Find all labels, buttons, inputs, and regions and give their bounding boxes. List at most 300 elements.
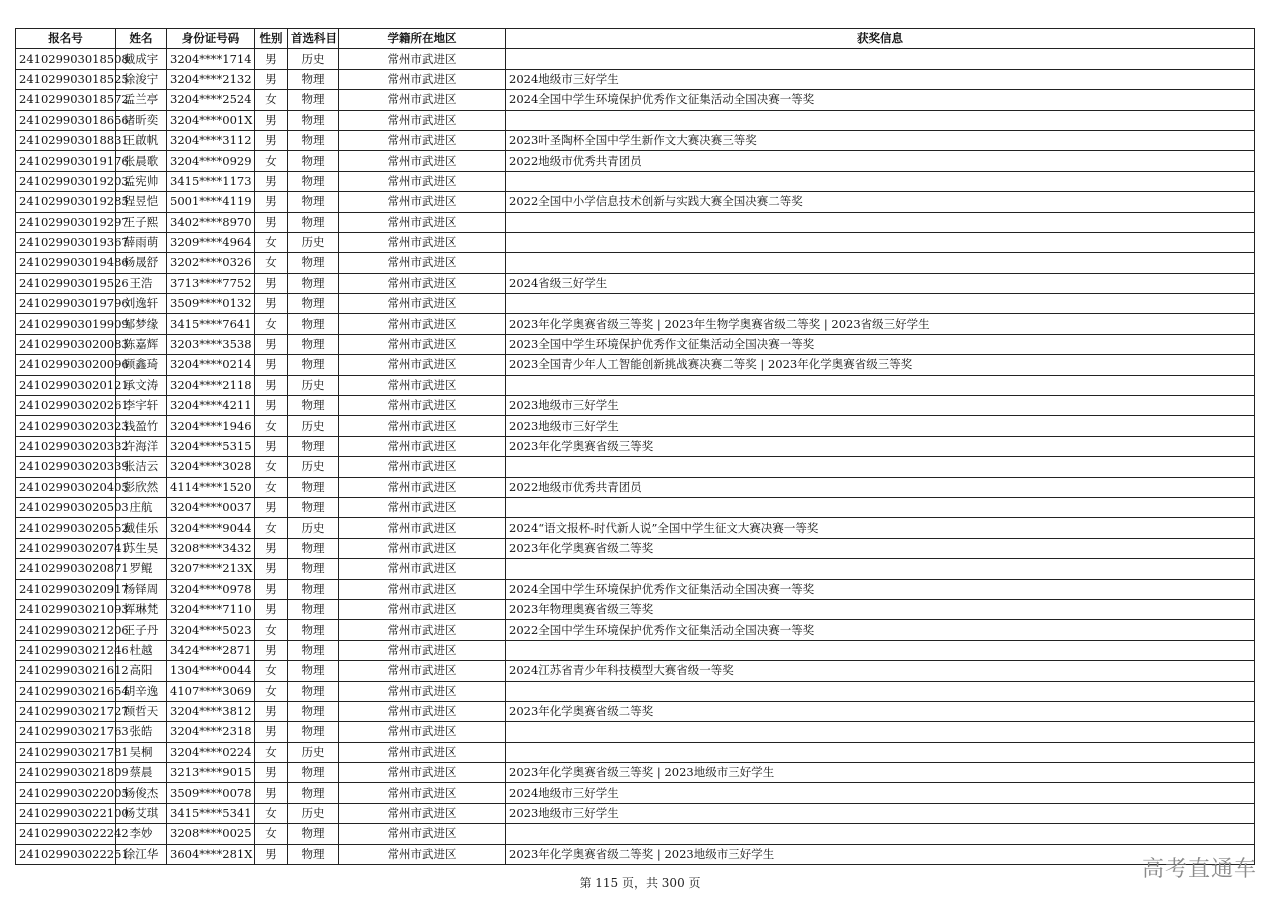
cell-awards	[506, 742, 1255, 762]
cell-id-number: 4114****1520	[167, 477, 255, 497]
cell-name: 薛雨萌	[116, 232, 167, 252]
cell-registration-no: 241029903022005	[16, 783, 116, 803]
cell-name: 杨铎周	[116, 579, 167, 599]
cell-name: 徐江华	[116, 844, 167, 864]
cell-name: 许海洋	[116, 436, 167, 456]
cell-region: 常州市武进区	[339, 314, 506, 334]
cell-name: 高阳	[116, 661, 167, 681]
table-row	[16, 375, 1255, 395]
cell-registration-no: 241029903021809	[16, 763, 116, 783]
cell-awards: 2023叶圣陶杯全国中学生新作文大赛决赛三等奖	[506, 130, 1255, 150]
cell-region: 常州市武进区	[339, 824, 506, 844]
table-row	[16, 701, 1255, 721]
cell-registration-no: 241029903019203	[16, 171, 116, 191]
cell-name: 庄航	[116, 497, 167, 517]
cell-awards	[506, 681, 1255, 701]
cell-awards	[506, 110, 1255, 130]
cell-subject: 物理	[288, 69, 339, 89]
cell-awards: 2023地级市三好学生	[506, 803, 1255, 823]
cell-awards	[506, 497, 1255, 517]
cell-gender: 女	[255, 518, 288, 538]
cell-registration-no: 241029903021093	[16, 599, 116, 619]
cell-subject: 物理	[288, 294, 339, 314]
cell-gender: 男	[255, 763, 288, 783]
cell-region: 常州市武进区	[339, 396, 506, 416]
table-row	[16, 253, 1255, 273]
cell-subject: 物理	[288, 171, 339, 191]
cell-registration-no: 241029903018656	[16, 110, 116, 130]
cell-registration-no: 241029903020741	[16, 538, 116, 558]
cell-awards: 2023年化学奥赛省级二等奖	[506, 701, 1255, 721]
cell-awards: 2024地级市三好学生	[506, 783, 1255, 803]
table-row	[16, 232, 1255, 252]
cell-awards: 2024江苏省青少年科技模型大赛省级一等奖	[506, 661, 1255, 681]
cell-subject: 物理	[288, 559, 339, 579]
cell-awards	[506, 253, 1255, 273]
cell-id-number: 3204****0214	[167, 355, 255, 375]
cell-subject: 物理	[288, 253, 339, 273]
table-row	[16, 824, 1255, 844]
cell-subject: 历史	[288, 803, 339, 823]
cell-name: 孟兰亭	[116, 90, 167, 110]
cell-region: 常州市武进区	[339, 579, 506, 599]
cell-registration-no: 241029903021654	[16, 681, 116, 701]
cell-name: 杨艾琪	[116, 803, 167, 823]
cell-registration-no: 241029903019297	[16, 212, 116, 232]
cell-registration-no: 241029903019909	[16, 314, 116, 334]
cell-gender: 女	[255, 824, 288, 844]
cell-awards	[506, 824, 1255, 844]
table-row	[16, 355, 1255, 375]
cell-subject: 历史	[288, 49, 339, 69]
cell-registration-no: 241029903019367	[16, 232, 116, 252]
cell-gender: 女	[255, 457, 288, 477]
cell-name: 张皓	[116, 722, 167, 742]
cell-region: 常州市武进区	[339, 436, 506, 456]
cell-id-number: 3204****3028	[167, 457, 255, 477]
cell-id-number: 3207****213X	[167, 559, 255, 579]
cell-name: 承文涛	[116, 375, 167, 395]
table-row	[16, 192, 1255, 212]
table-row	[16, 640, 1255, 660]
cell-gender: 女	[255, 90, 288, 110]
cell-gender: 女	[255, 620, 288, 640]
cell-id-number: 3202****0326	[167, 253, 255, 273]
cell-subject: 物理	[288, 497, 339, 517]
cell-subject: 历史	[288, 457, 339, 477]
cell-awards	[506, 232, 1255, 252]
cell-name: 邹梦缘	[116, 314, 167, 334]
cell-gender: 男	[255, 436, 288, 456]
cell-registration-no: 241029903020503	[16, 497, 116, 517]
cell-subject: 物理	[288, 334, 339, 354]
cell-awards	[506, 375, 1255, 395]
cell-gender: 男	[255, 722, 288, 742]
cell-gender: 男	[255, 69, 288, 89]
cell-region: 常州市武进区	[339, 701, 506, 721]
cell-registration-no: 241029903021727	[16, 701, 116, 721]
cell-id-number: 3509****0132	[167, 294, 255, 314]
cell-id-number: 3204****4211	[167, 396, 255, 416]
cell-gender: 男	[255, 334, 288, 354]
cell-subject: 历史	[288, 232, 339, 252]
cell-subject: 物理	[288, 538, 339, 558]
cell-region: 常州市武进区	[339, 355, 506, 375]
table-row	[16, 722, 1255, 742]
table-row	[16, 334, 1255, 354]
cell-awards	[506, 457, 1255, 477]
cell-registration-no: 241029903020552	[16, 518, 116, 538]
header-id-number: 身份证号码	[167, 29, 255, 49]
cell-awards: 2024地级市三好学生	[506, 69, 1255, 89]
cell-id-number: 3204****1946	[167, 416, 255, 436]
cell-region: 常州市武进区	[339, 681, 506, 701]
cell-region: 常州市武进区	[339, 212, 506, 232]
cell-region: 常州市武进区	[339, 497, 506, 517]
header-row	[16, 29, 1255, 49]
table-row	[16, 212, 1255, 232]
cell-id-number: 3415****5341	[167, 803, 255, 823]
cell-name: 徐浚宁	[116, 69, 167, 89]
cell-awards: 2023年化学奥赛省级二等奖	[506, 538, 1255, 558]
cell-awards	[506, 559, 1255, 579]
cell-id-number: 3204****3812	[167, 701, 255, 721]
table-row	[16, 314, 1255, 334]
cell-region: 常州市武进区	[339, 334, 506, 354]
cell-region: 常州市武进区	[339, 375, 506, 395]
admissions-table	[15, 28, 1255, 865]
cell-registration-no: 241029903020261	[16, 396, 116, 416]
cell-id-number: 3713****7752	[167, 273, 255, 293]
cell-name: 陈嘉辉	[116, 334, 167, 354]
cell-name: 刘逸轩	[116, 294, 167, 314]
cell-region: 常州市武进区	[339, 49, 506, 69]
cell-name: 程昱恺	[116, 192, 167, 212]
cell-gender: 男	[255, 599, 288, 619]
cell-awards: 2022全国中学生环境保护优秀作文征集活动全国决赛一等奖	[506, 620, 1255, 640]
cell-subject: 历史	[288, 375, 339, 395]
table-row	[16, 396, 1255, 416]
table-row	[16, 90, 1255, 110]
cell-id-number: 4107****3069	[167, 681, 255, 701]
cell-region: 常州市武进区	[339, 90, 506, 110]
cell-region: 常州市武进区	[339, 559, 506, 579]
cell-id-number: 3415****7641	[167, 314, 255, 334]
cell-registration-no: 241029903018508	[16, 49, 116, 69]
cell-gender: 男	[255, 355, 288, 375]
cell-name: 诸昕奕	[116, 110, 167, 130]
cell-id-number: 3204****7110	[167, 599, 255, 619]
cell-gender: 女	[255, 416, 288, 436]
cell-gender: 男	[255, 497, 288, 517]
cell-name: 苏生昊	[116, 538, 167, 558]
cell-awards	[506, 722, 1255, 742]
table-row	[16, 681, 1255, 701]
cell-awards: 2023地级市三好学生	[506, 416, 1255, 436]
cell-subject: 物理	[288, 212, 339, 232]
cell-name: 钱盈竹	[116, 416, 167, 436]
cell-id-number: 3204****0978	[167, 579, 255, 599]
cell-name: 李妙	[116, 824, 167, 844]
cell-registration-no: 241029903018572	[16, 90, 116, 110]
cell-registration-no: 241029903020339	[16, 457, 116, 477]
table-row	[16, 151, 1255, 171]
cell-subject: 历史	[288, 416, 339, 436]
cell-id-number: 3402****8970	[167, 212, 255, 232]
cell-id-number: 3209****4964	[167, 232, 255, 252]
cell-name: 戴成宇	[116, 49, 167, 69]
cell-awards: 2023年化学奥赛省级三等奖 | 2023地级市三好学生	[506, 763, 1255, 783]
cell-name: 李宇轩	[116, 396, 167, 416]
cell-id-number: 3509****0078	[167, 783, 255, 803]
table-row	[16, 620, 1255, 640]
cell-awards: 2022地级市优秀共青团员	[506, 151, 1255, 171]
cell-id-number: 3204****1714	[167, 49, 255, 69]
cell-region: 常州市武进区	[339, 232, 506, 252]
cell-subject: 物理	[288, 192, 339, 212]
cell-gender: 男	[255, 396, 288, 416]
cell-gender: 女	[255, 314, 288, 334]
cell-registration-no: 241029903020405	[16, 477, 116, 497]
page-number: 第 115 页，共 300 页	[579, 876, 701, 890]
cell-region: 常州市武进区	[339, 844, 506, 864]
cell-awards	[506, 49, 1255, 69]
cell-id-number: 3204****2132	[167, 69, 255, 89]
table-row	[16, 559, 1255, 579]
cell-awards	[506, 640, 1255, 660]
cell-awards	[506, 171, 1255, 191]
cell-awards: 2022全国中小学信息技术创新与实践大赛全国决赛二等奖	[506, 192, 1255, 212]
cell-name: 孟宪帅	[116, 171, 167, 191]
cell-subject: 历史	[288, 742, 339, 762]
cell-gender: 男	[255, 192, 288, 212]
cell-subject: 物理	[288, 314, 339, 334]
cell-subject: 物理	[288, 273, 339, 293]
cell-region: 常州市武进区	[339, 151, 506, 171]
cell-subject: 物理	[288, 130, 339, 150]
cell-registration-no: 241029903021246	[16, 640, 116, 660]
table-row	[16, 803, 1255, 823]
cell-subject: 物理	[288, 355, 339, 375]
cell-subject: 物理	[288, 110, 339, 130]
table-row	[16, 436, 1255, 456]
cell-registration-no: 241029903019486	[16, 253, 116, 273]
cell-registration-no: 241029903021612	[16, 661, 116, 681]
cell-id-number: 3203****3538	[167, 334, 255, 354]
cell-awards: 2023地级市三好学生	[506, 396, 1255, 416]
cell-registration-no: 241029903019285	[16, 192, 116, 212]
cell-gender: 男	[255, 294, 288, 314]
cell-region: 常州市武进区	[339, 130, 506, 150]
table-row	[16, 69, 1255, 89]
cell-gender: 男	[255, 212, 288, 232]
cell-region: 常州市武进区	[339, 803, 506, 823]
cell-registration-no: 241029903020871	[16, 559, 116, 579]
cell-subject: 物理	[288, 90, 339, 110]
cell-region: 常州市武进区	[339, 253, 506, 273]
table-row	[16, 538, 1255, 558]
cell-gender: 男	[255, 273, 288, 293]
cell-name: 王浩	[116, 273, 167, 293]
cell-registration-no: 241029903018831	[16, 130, 116, 150]
table-row	[16, 497, 1255, 517]
cell-id-number: 3204****0037	[167, 497, 255, 517]
cell-id-number: 3204****0224	[167, 742, 255, 762]
cell-registration-no: 241029903020096	[16, 355, 116, 375]
cell-region: 常州市武进区	[339, 722, 506, 742]
cell-id-number: 3424****2871	[167, 640, 255, 660]
table-row	[16, 477, 1255, 497]
cell-name: 杜越	[116, 640, 167, 660]
cell-registration-no: 241029903019796	[16, 294, 116, 314]
cell-region: 常州市武进区	[339, 192, 506, 212]
cell-id-number: 3204****2524	[167, 90, 255, 110]
cell-id-number: 3208****3432	[167, 538, 255, 558]
cell-region: 常州市武进区	[339, 742, 506, 762]
cell-subject: 物理	[288, 844, 339, 864]
cell-region: 常州市武进区	[339, 538, 506, 558]
cell-name: 蔡晨	[116, 763, 167, 783]
cell-subject: 物理	[288, 824, 339, 844]
cell-region: 常州市武进区	[339, 477, 506, 497]
cell-awards: 2023全国中学生环境保护优秀作文征集活动全国决赛一等奖	[506, 334, 1255, 354]
cell-gender: 女	[255, 232, 288, 252]
cell-awards	[506, 212, 1255, 232]
cell-awards: 2024省级三好学生	[506, 273, 1255, 293]
cell-name: 杨俊杰	[116, 783, 167, 803]
table-row	[16, 742, 1255, 762]
cell-region: 常州市武进区	[339, 599, 506, 619]
cell-gender: 男	[255, 130, 288, 150]
header-subject: 首选科目	[288, 29, 339, 49]
cell-registration-no: 241029903020917	[16, 579, 116, 599]
cell-gender: 女	[255, 253, 288, 273]
cell-id-number: 3204****0929	[167, 151, 255, 171]
cell-awards: 2023年物理奥赛省级三等奖	[506, 599, 1255, 619]
cell-id-number: 5001****4119	[167, 192, 255, 212]
cell-subject: 物理	[288, 579, 339, 599]
cell-registration-no: 241029903020323	[16, 416, 116, 436]
cell-registration-no: 241029903018525	[16, 69, 116, 89]
cell-awards: 2022地级市优秀共青团员	[506, 477, 1255, 497]
cell-name: 恽琳梵	[116, 599, 167, 619]
cell-subject: 物理	[288, 436, 339, 456]
cell-awards: 2023年化学奥赛省级三等奖 | 2023年生物学奥赛省级二等奖 | 2023省级三好学生	[506, 314, 1255, 334]
header-name: 姓名	[116, 29, 167, 49]
cell-subject: 历史	[288, 518, 339, 538]
cell-name: 罗鲲	[116, 559, 167, 579]
cell-gender: 女	[255, 151, 288, 171]
cell-awards: 2023全国青少年人工智能创新挑战赛决赛二等奖 | 2023年化学奥赛省级三等奖	[506, 355, 1255, 375]
cell-region: 常州市武进区	[339, 640, 506, 660]
cell-name: 杨晟舒	[116, 253, 167, 273]
cell-name: 张晨歌	[116, 151, 167, 171]
cell-awards: 2024“语文报杯-时代新人说”全国中学生征文大赛决赛一等奖	[506, 518, 1255, 538]
table-row	[16, 457, 1255, 477]
cell-gender: 男	[255, 171, 288, 191]
table-row	[16, 110, 1255, 130]
cell-gender: 男	[255, 844, 288, 864]
header-region: 学籍所在地区	[339, 29, 506, 49]
cell-registration-no: 241029903019176	[16, 151, 116, 171]
cell-region: 常州市武进区	[339, 763, 506, 783]
cell-id-number: 3204****3112	[167, 130, 255, 150]
cell-subject: 物理	[288, 620, 339, 640]
cell-region: 常州市武进区	[339, 69, 506, 89]
cell-registration-no: 241029903020121	[16, 375, 116, 395]
cell-awards: 2023年化学奥赛省级三等奖	[506, 436, 1255, 456]
table-row	[16, 273, 1255, 293]
cell-registration-no: 241029903021781	[16, 742, 116, 762]
cell-gender: 男	[255, 375, 288, 395]
watermark-logo-text: 高考直通车	[1142, 857, 1258, 882]
cell-id-number: 3208****0025	[167, 824, 255, 844]
cell-id-number: 1304****0044	[167, 661, 255, 681]
cell-subject: 物理	[288, 396, 339, 416]
table-row	[16, 130, 1255, 150]
cell-region: 常州市武进区	[339, 294, 506, 314]
cell-gender: 男	[255, 559, 288, 579]
cell-name: 王子丹	[116, 620, 167, 640]
table-row	[16, 579, 1255, 599]
cell-gender: 男	[255, 783, 288, 803]
cell-region: 常州市武进区	[339, 661, 506, 681]
cell-awards: 2024全国中学生环境保护优秀作文征集活动全国决赛一等奖	[506, 579, 1255, 599]
cell-gender: 女	[255, 803, 288, 823]
cell-region: 常州市武进区	[339, 273, 506, 293]
cell-subject: 物理	[288, 477, 339, 497]
cell-id-number: 3415****1173	[167, 171, 255, 191]
cell-region: 常州市武进区	[339, 110, 506, 130]
cell-gender: 男	[255, 640, 288, 660]
cell-registration-no: 241029903021206	[16, 620, 116, 640]
cell-region: 常州市武进区	[339, 620, 506, 640]
table-row	[16, 171, 1255, 191]
cell-registration-no: 241029903020332	[16, 436, 116, 456]
cell-id-number: 3204****001X	[167, 110, 255, 130]
cell-name: 顾哲天	[116, 701, 167, 721]
table-row	[16, 661, 1255, 681]
cell-name: 彭欣然	[116, 477, 167, 497]
cell-subject: 物理	[288, 722, 339, 742]
header-awards: 获奖信息	[506, 29, 1255, 49]
cell-name: 张洁云	[116, 457, 167, 477]
table-row	[16, 763, 1255, 783]
cell-id-number: 3213****9015	[167, 763, 255, 783]
cell-gender: 男	[255, 579, 288, 599]
cell-registration-no: 241029903022100	[16, 803, 116, 823]
cell-registration-no: 241029903021763	[16, 722, 116, 742]
cell-subject: 物理	[288, 763, 339, 783]
cell-id-number: 3604****281X	[167, 844, 255, 864]
cell-id-number: 3204****2318	[167, 722, 255, 742]
cell-gender: 男	[255, 701, 288, 721]
cell-name: 吴桐	[116, 742, 167, 762]
cell-awards: 2023年化学奥赛省级二等奖 | 2023地级市三好学生	[506, 844, 1255, 864]
table-row	[16, 49, 1255, 69]
cell-name: 胡辛逸	[116, 681, 167, 701]
header-gender: 性别	[255, 29, 288, 49]
table-row	[16, 294, 1255, 314]
cell-name: 王啟帆	[116, 130, 167, 150]
cell-region: 常州市武进区	[339, 783, 506, 803]
cell-registration-no: 241029903022242	[16, 824, 116, 844]
cell-gender: 男	[255, 110, 288, 130]
table-row	[16, 783, 1255, 803]
table-row	[16, 518, 1255, 538]
cell-gender: 女	[255, 477, 288, 497]
cell-subject: 物理	[288, 701, 339, 721]
